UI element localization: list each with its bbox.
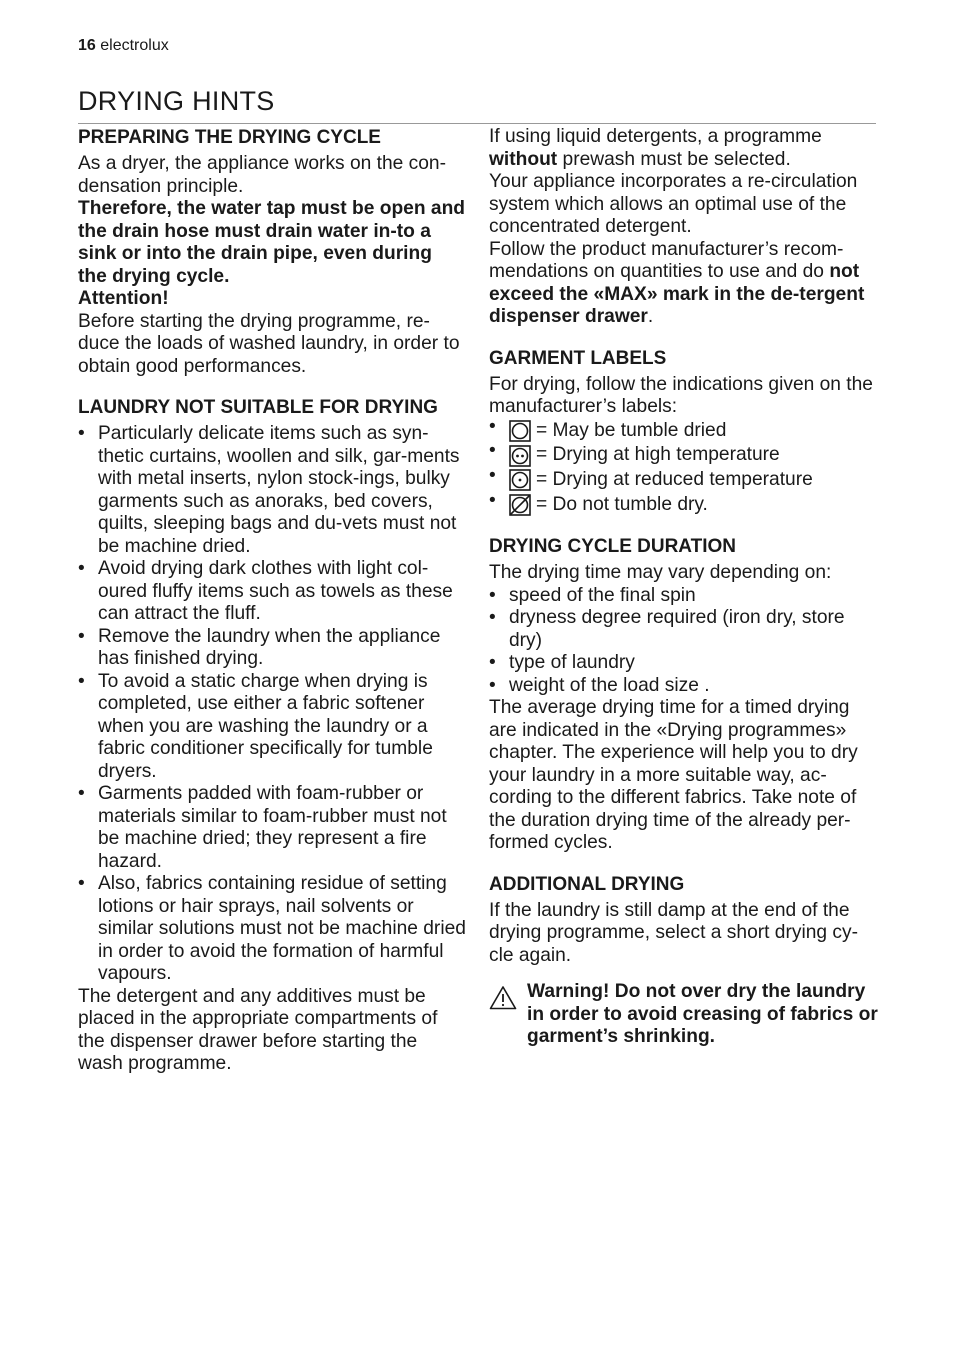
warning-text: Warning! Do not over dry the laundry in order to avoid creasing of fabrics or garment’s shrinking. — [527, 981, 878, 1048]
list-item: • Remove the laundry when the appliance has finished drying. — [78, 626, 466, 671]
list-item: • speed of the final spin — [489, 585, 879, 608]
list-item: • dryness degree required (iron dry, store dry) — [489, 607, 879, 652]
left-column — [78, 126, 466, 1076]
duration-intro: The drying time may vary depending on: — [489, 562, 832, 584]
right-column — [489, 126, 879, 1049]
list-item: • Particularly delicate items such as syn-thetic curtains, woollen and silk, gar-ments with metal inserts, nylon stock-ings, bulky garments such as anoraks, bed covers, quilts, sleeping bags and du-vets must not be machine dried. — [78, 423, 466, 558]
detergent-paragraph-2: Your appliance incorporates a re-circulation system which allows an optimal use of the concentrated detergent. — [489, 171, 858, 237]
attention-label: Attention! — [78, 288, 169, 309]
brand-name: electrolux — [100, 37, 169, 54]
list-item: • weight of the load size . — [489, 675, 879, 698]
duration-factor-list — [489, 585, 879, 698]
care-symbol-list — [489, 419, 879, 518]
care-symbol-item: • = Drying at reduced temperature — [489, 468, 879, 493]
tumble-dry-icon — [509, 420, 531, 442]
warning-block — [489, 981, 879, 1049]
preparing-paragraph-3: Before starting the drying programme, re-duce the loads of washed laundry, in order to obtain good performances. — [78, 310, 460, 377]
section-heading-additional: ADDITIONAL DRYING — [489, 873, 685, 895]
additional-paragraph: If the laundry is still damp at the end of the drying programme, select a short drying cy-cle again. — [489, 899, 858, 966]
list-item: • type of laundry — [489, 652, 879, 675]
care-symbol-item: • = Drying at high temperature — [489, 443, 879, 468]
not-suitable-closing: The detergent and any additives must be placed in the appropriate compartments of the dispenser drawer before starting the wash programme. — [78, 985, 438, 1074]
preparing-paragraph-2: Therefore, the water tap must be open and the drain hose must drain water in-to a sink or into the drain pipe, even during the drying cycle. — [78, 198, 466, 287]
page-title: DRYING HINTS — [78, 86, 275, 116]
detergent-paragraph-3: Follow the product manufacturer’s recom-mendations on quantities to use and do not exceed the «MAX» mark in the de-tergent dispenser drawer. — [489, 238, 865, 327]
list-item: • Also, fabrics containing residue of setting lotions or hair sprays, nail solvents or similar solutions must not be machine dried in order to avoid the formation of harmful vapours. — [78, 873, 466, 986]
tumble-dry-low-icon — [509, 469, 531, 491]
section-heading-not-suitable: LAUNDRY NOT SUITABLE FOR DRYING — [78, 397, 438, 418]
page-number: 16 — [78, 37, 96, 54]
list-item: • Garments padded with foam-rubber or materials similar to foam-rubber must not be machine dried; they represent a fire hazard. — [78, 783, 466, 873]
garment-labels-intro: For drying, follow the indications given on the manufacturer’s labels: — [489, 373, 873, 417]
page-header — [78, 37, 169, 55]
duration-closing: The average drying time for a timed drying are indicated in the «Drying programmes» chapter. The experience will help you to dry your laundry in a more suitable way, ac-cording to the different fabrics. Take note of the duration drying time of the already per-formed cycles. — [489, 697, 858, 854]
preparing-paragraph-1: As a dryer, the appliance works on the con-densation principle. — [78, 153, 446, 197]
tumble-dry-high-icon — [509, 445, 531, 467]
warning-triangle-icon — [489, 985, 517, 1010]
care-symbol-item: • = May be tumble dried — [489, 419, 879, 444]
section-heading-preparing: PREPARING THE DRYING CYCLE — [78, 127, 381, 148]
title-divider — [78, 123, 876, 124]
list-item: • To avoid a static charge when drying is completed, use either a fabric softener when you are washing the laundry or a fabric conditioner specifically for tumble dryers. — [78, 671, 466, 784]
section-heading-duration: DRYING CYCLE DURATION — [489, 536, 736, 558]
care-symbol-item: • = Do not tumble dry. — [489, 493, 879, 518]
list-item: • Avoid drying dark clothes with light col-oured fluffy items such as towels as these can attract the fluff. — [78, 558, 466, 626]
do-not-tumble-dry-icon — [509, 494, 531, 516]
detergent-paragraph-1: If using liquid detergents, a programme without prewash must be selected. — [489, 126, 822, 170]
not-suitable-list — [78, 423, 466, 986]
section-heading-garment-labels: GARMENT LABELS — [489, 347, 667, 369]
